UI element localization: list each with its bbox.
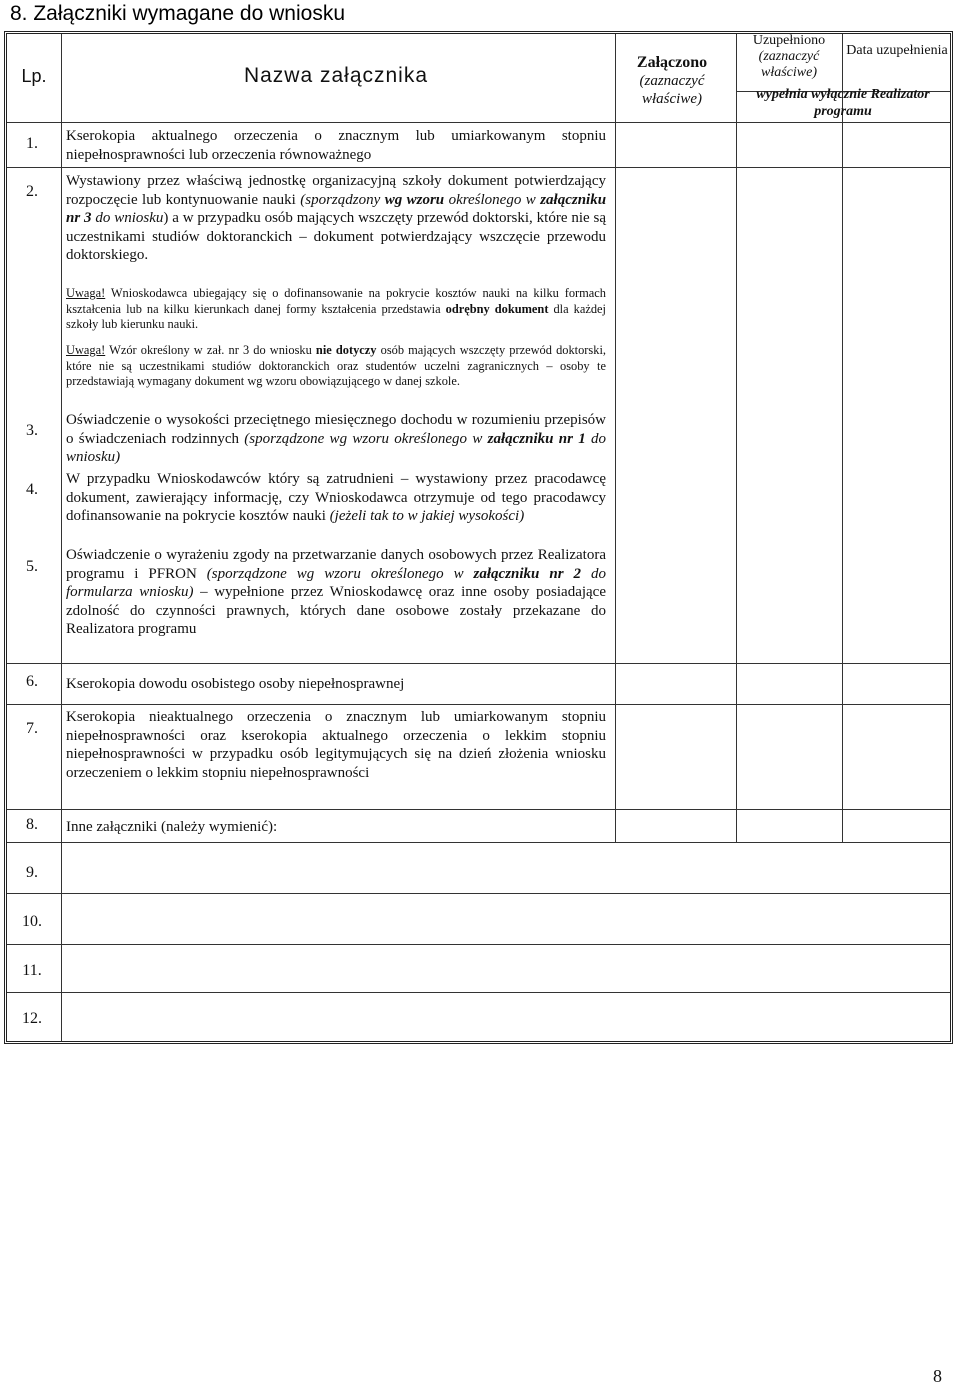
row-divider bbox=[7, 809, 950, 810]
attachment-note: Uwaga! Wzór określony w zał. nr 3 do wniosku nie dotyczy osób mających wszczęty przewód doktorski, które nie są uczestnikami studiów doktoranckich oraz studentów uczelni zagranicznych – osoby te przedstawiają wymagany dokument wg wzoru obowiązującego w danej szkole. bbox=[66, 343, 606, 389]
row-number: 4. bbox=[26, 481, 38, 498]
row-divider bbox=[7, 842, 950, 843]
header-completed-note: (zaznaczyć właściwe) bbox=[758, 49, 820, 80]
header-attached bbox=[614, 54, 730, 108]
row-number: 9. bbox=[26, 864, 38, 881]
row-number: 10. bbox=[22, 913, 42, 930]
attachment-name: Oświadczenie o wysokości przeciętnego miesięcznego dochodu w rozumieniu przepisów o świadczeniach rodzinnych (sporządzone wg wzoru określonego w załączniku nr 1 do wniosku) bbox=[66, 412, 607, 466]
row-number: 6. bbox=[26, 673, 38, 690]
attachment-name: Inne załączniki (należy wymienić): bbox=[66, 819, 278, 835]
attachment-name: Kserokopia dowodu osobistego osoby niepełnosprawnej bbox=[66, 676, 405, 692]
header-completed bbox=[736, 33, 842, 81]
row-divider bbox=[7, 704, 950, 705]
row-number: 5. bbox=[26, 558, 38, 575]
header-completed-label: Uzupełniono bbox=[752, 33, 826, 48]
header-attached-note: (zaznaczyć właściwe) bbox=[639, 73, 705, 107]
header-lp: Lp. bbox=[21, 66, 47, 86]
column-divider bbox=[61, 34, 62, 1041]
column-divider bbox=[842, 91, 843, 842]
column-divider bbox=[736, 34, 737, 842]
attachment-name: Wystawiony przez właściwą jednostkę organizacyjną szkoły dokument potwierdzający rozpoczęcie lub kontynuowanie nauki (sporządzony wg wzoru określonego w załączniku nr 3 do wniosku) a w przypadku osób mających wszczęty przewód doktorski, które nie są uczestnikami studiów doktoranckich – dokument potwierdzający wszczęcie przewodu doktorskiego. bbox=[66, 173, 607, 264]
header-attached-label: Załączono bbox=[636, 54, 708, 71]
row-number: 2. bbox=[26, 183, 38, 200]
row-number: 1. bbox=[26, 135, 38, 152]
header-date: Data uzupełnienia bbox=[846, 43, 948, 58]
row-number: 12. bbox=[22, 1010, 42, 1027]
row-divider bbox=[7, 122, 950, 123]
row-divider bbox=[7, 944, 950, 945]
attachment-name: W przypadku Wnioskodawców który są zatrudnieni – wystawiony przez pracodawcę dokument, zawierający informację, czy Wnioskodawca otrzymuje od tego pracodawcy dofinansowanie na pokrycie kosztów nauki (jeżeli tak to w jakiej wysokości) bbox=[66, 471, 606, 525]
row-number: 8. bbox=[26, 816, 38, 833]
header-name: Nazwa załącznika bbox=[243, 64, 429, 87]
row-number: 11. bbox=[22, 962, 42, 979]
row-number: 3. bbox=[26, 422, 38, 439]
attachment-note: Uwaga! Wnioskodawca ubiegający się o dofinansowanie na pokrycie kosztów nauki na kilku formach kształcenia lub na kilku kierunkach danej formy kształcenia przedstawia odrębny dokument dla każdej szkoły lub kierunku nauki. bbox=[66, 286, 607, 332]
attachment-name: Kserokopia nieaktualnego orzeczenia o znacznym lub umiarkowanym stopniu niepełnosprawności oraz kserokopia aktualnego orzeczenia o lekkim stopniu niepełnosprawności w przypadku osób legitymujących się na dzień złożenia wniosku orzeczeniem o lekkim stopniu niepełnosprawności bbox=[66, 709, 606, 781]
row-number: 7. bbox=[26, 720, 38, 737]
row-divider bbox=[7, 992, 950, 993]
row-divider bbox=[7, 167, 950, 168]
row-divider bbox=[7, 893, 950, 894]
row-divider bbox=[7, 663, 950, 664]
header-realizator-note: wypełnia wyłącznie Realizator programu bbox=[756, 87, 930, 119]
section-title: 8. Załączniki wymagane do wniosku bbox=[10, 2, 345, 25]
column-divider bbox=[615, 34, 616, 842]
attachment-name: Kserokopia aktualnego orzeczenia o znacznym lub umiarkowanym stopniu niepełnosprawności lub orzeczenia równoważnego bbox=[66, 128, 606, 163]
attachment-name: Oświadczenie o wyrażeniu zgody na przetwarzanie danych osobowych przez Realizatora programu i PFRON (sporządzone wg wzoru określonego w załączniku nr 2 do formularza wniosku) – wypełnione przez Wnioskodawcę oraz inne osoby posiadające zdolność do czynności prawnych, których dane osobowe zostały przekazane do Realizatora programu bbox=[66, 547, 607, 638]
page-number: 8 bbox=[933, 1366, 942, 1386]
